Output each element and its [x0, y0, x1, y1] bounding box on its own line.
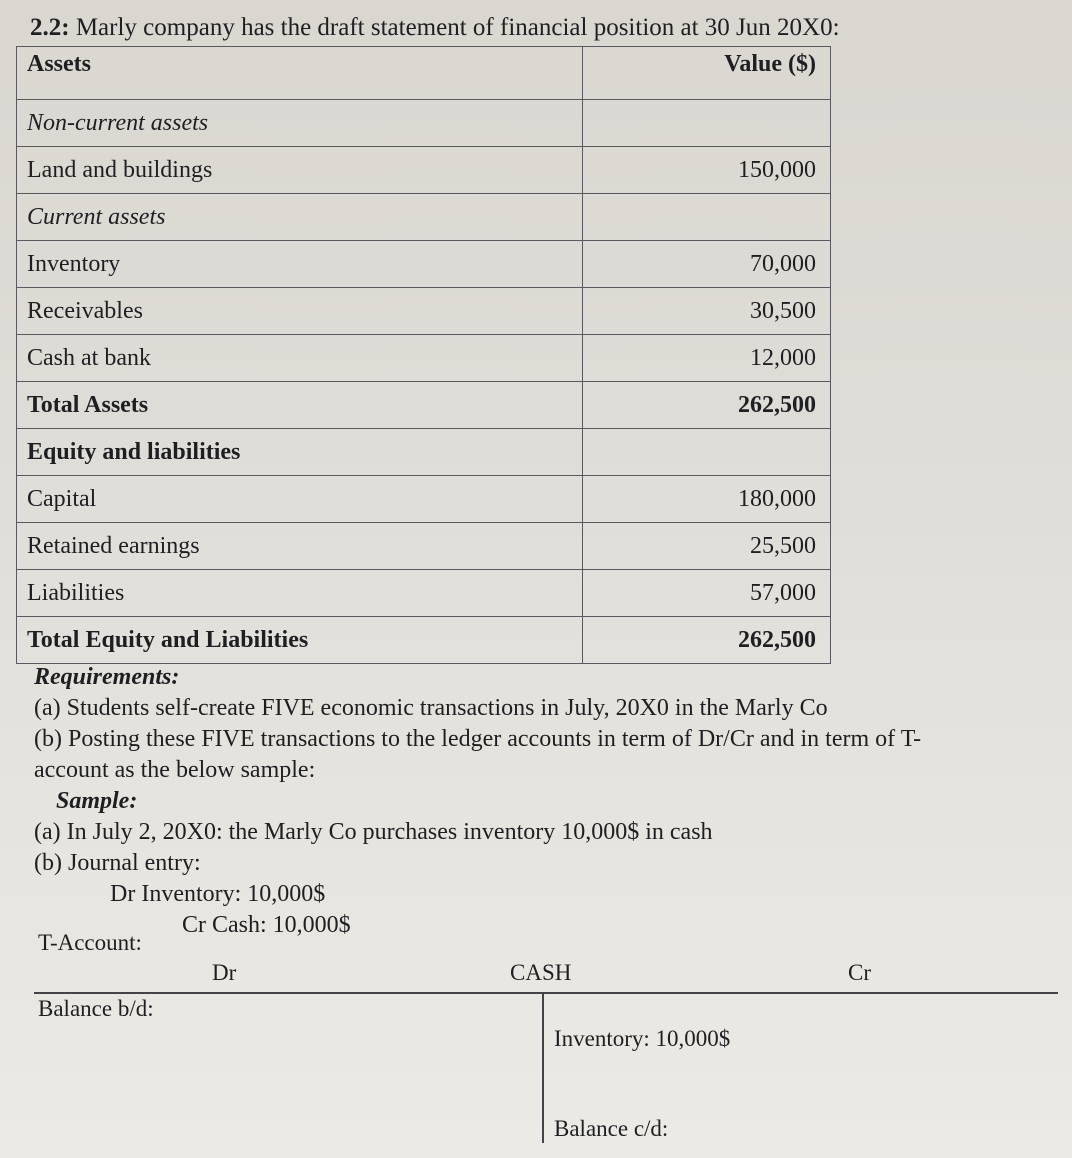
row-label: Non-current assets: [17, 100, 583, 147]
row-label: Land and buildings: [17, 147, 583, 194]
row-label: Total Assets: [17, 382, 583, 429]
row-label: Equity and liabilities: [17, 429, 583, 476]
question-text: Marly company has the draft statement of financial position at 30 Jun 20X0:: [69, 14, 840, 41]
table-row: [17, 100, 831, 147]
financial-position-table: [16, 46, 831, 664]
t-account-horizontal-line: [34, 992, 1058, 994]
row-value: 30,500: [583, 288, 831, 335]
table-row: [17, 147, 831, 194]
row-value: [583, 194, 831, 241]
requirement-a: (a) Students self-create FIVE economic transactions in July, 20X0 in the Marly Co: [34, 695, 828, 721]
table-row: [17, 382, 831, 429]
row-value: 57,000: [583, 570, 831, 617]
t-account-dr: Dr: [212, 960, 237, 985]
table-row: [17, 429, 831, 476]
header-value: Value ($): [583, 47, 831, 100]
header-assets: Assets: [17, 47, 583, 100]
page-title: [30, 14, 840, 42]
row-value: 150,000: [583, 147, 831, 194]
table-row: [17, 241, 831, 288]
row-value: 262,500: [583, 382, 831, 429]
row-value: 25,500: [583, 523, 831, 570]
row-value: [583, 100, 831, 147]
table-row: [17, 476, 831, 523]
row-value: 180,000: [583, 476, 831, 523]
table-header-row: [17, 47, 831, 100]
requirements-section: [34, 662, 1054, 941]
t-account-balance-bd: Balance b/d:: [38, 996, 154, 1021]
table-row: [17, 335, 831, 382]
t-account-vertical-line: [542, 993, 544, 1143]
t-account-title: CASH: [510, 960, 572, 985]
table-row: [17, 617, 831, 664]
row-label: Inventory: [17, 241, 583, 288]
t-account-label: T-Account:: [38, 930, 142, 955]
requirements-title: Requirements:: [34, 664, 180, 690]
requirement-b-line1: (b) Posting these FIVE transactions to the ledger accounts in term of Dr/Cr and in term of T-: [34, 726, 922, 752]
row-label: Retained earnings: [17, 523, 583, 570]
journal-debit: Dr Inventory: 10,000$: [110, 881, 326, 907]
sample-a: (a) In July 2, 20X0: the Marly Co purchases inventory 10,000$ in cash: [34, 819, 713, 845]
t-account-entry: Inventory: 10,000$: [554, 1026, 731, 1051]
t-account-balance-cd: Balance c/d:: [554, 1116, 669, 1141]
row-value: 12,000: [583, 335, 831, 382]
row-label: Cash at bank: [17, 335, 583, 382]
table-row: [17, 194, 831, 241]
row-label: Total Equity and Liabilities: [17, 617, 583, 664]
journal-credit: Cr Cash: 10,000$: [182, 912, 351, 938]
row-label: Current assets: [17, 194, 583, 241]
sample-title: Sample:: [56, 788, 138, 814]
requirement-b-line2: account as the below sample:: [34, 757, 316, 783]
table-row: [17, 523, 831, 570]
table-row: [17, 570, 831, 617]
row-value: 70,000: [583, 241, 831, 288]
row-label: Receivables: [17, 288, 583, 335]
sample-b: (b) Journal entry:: [34, 850, 201, 876]
row-value: [583, 429, 831, 476]
row-label: Liabilities: [17, 570, 583, 617]
question-number: 2.2:: [30, 14, 70, 41]
t-account-cr: Cr: [848, 960, 871, 985]
table-row: [17, 288, 831, 335]
row-value: 262,500: [583, 617, 831, 664]
row-label: Capital: [17, 476, 583, 523]
